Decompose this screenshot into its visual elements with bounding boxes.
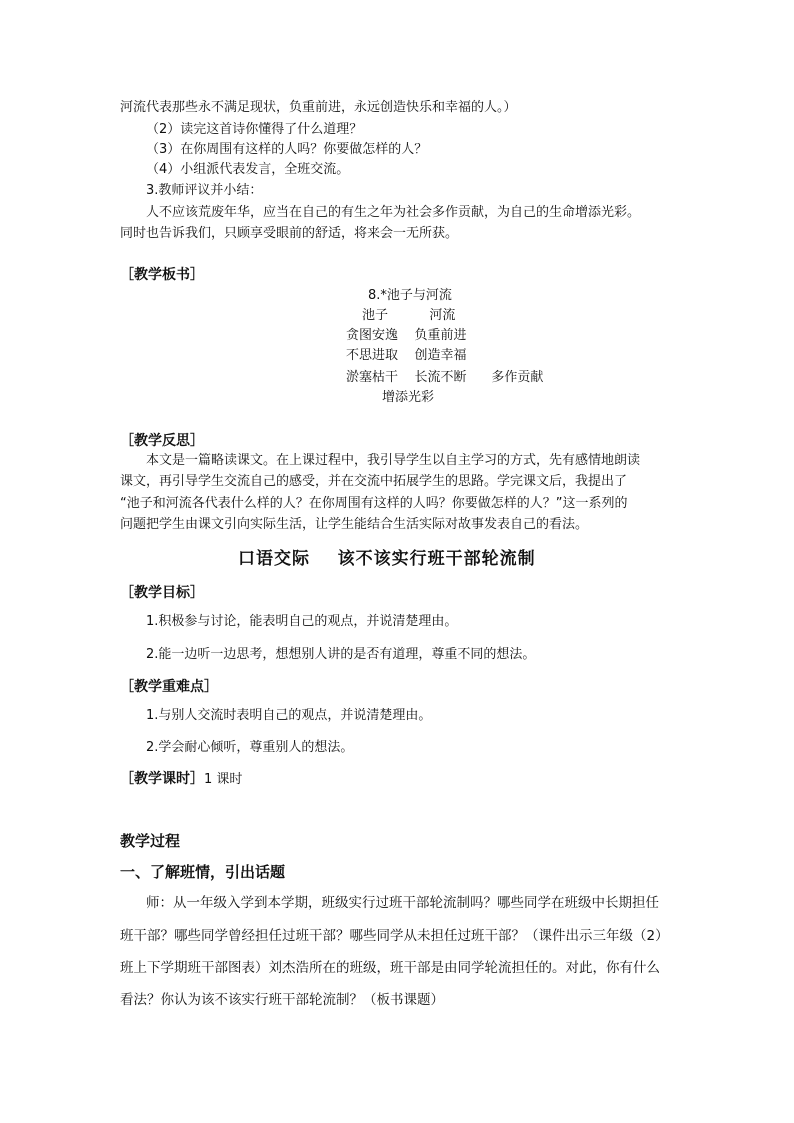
text-line: 师：从一年级入学到本学期，班级实行过班干部轮流制吗？哪些同学在班级中长期担任 bbox=[146, 895, 659, 911]
keypoint-item: 2.学会耐心倾听，尊重别人的想法。 bbox=[146, 740, 354, 755]
text-line: （2）读完这首诗你懂得了什么道理？ bbox=[146, 122, 363, 137]
text-line: （3）在你周围有这样的人吗？你要做怎样的人？ bbox=[146, 142, 428, 157]
goal-item: 2.能一边听一边思考，想想别人讲的是否有道理，尊重不同的想法。 bbox=[146, 647, 536, 662]
text-line: 班干部？哪些同学曾经担任过班干部？哪些同学从未担任过班干部？（课件出示三年级（2） bbox=[120, 928, 669, 944]
goal-item: 1.积极参与讨论，能表明自己的观点，并说清楚理由。 bbox=[146, 614, 458, 629]
text-line: 人不应该荒废年华，应当在自己的有生之年为社会多作贡献，为自己的生命增添光彩。 bbox=[146, 205, 641, 220]
text-line: 本文是一篇略读课文。在上课过程中，我引导学生以自主学习的方式，先有感情地朗读 bbox=[146, 453, 641, 468]
step1-heading: 一、了解班情，引出话题 bbox=[120, 863, 286, 881]
reflection-heading: ［教学反思］ bbox=[120, 433, 204, 449]
text-line: 同时也告诉我们，只顾享受眼前的舒适，将来会一无所获。 bbox=[120, 226, 459, 241]
text-line: 课文，再引导学生交流自己的感受，并在交流中拓展学生的思路。学完课文后，我提出了 bbox=[120, 474, 628, 489]
text-line: “池子和河流各代表什么样的人？在你周围有这样的人吗？你要做怎样的人？”这一系列的 bbox=[120, 496, 628, 511]
text-line: 问题把学生由课文引向实际生活，让学生能结合生活实际对故事发表自己的看法。 bbox=[120, 517, 589, 532]
board-line: 淤塞枯干 长流不断 多作贡献 bbox=[346, 370, 544, 385]
process-heading: 教学过程 bbox=[120, 832, 181, 850]
text-line: 看法？你认为该不该实行班干部轮流制？（板书课题） bbox=[120, 992, 444, 1008]
text-line: 河流代表那些永不满足现状，负重前进，永远创造快乐和幸福的人。） bbox=[120, 100, 517, 115]
board-line: 池子 河流 bbox=[362, 308, 456, 323]
hours-line bbox=[120, 768, 242, 788]
text-line: 班上下学期班干部图表）刘杰浩所在的班级，班干部是由同学轮流担任的。对此，你有什么 bbox=[120, 960, 660, 976]
hours-heading: ［教学课时］ bbox=[120, 771, 204, 787]
text-line: 3.教师评议并小结： bbox=[146, 183, 263, 198]
keypoints-heading: ［教学重难点］ bbox=[120, 679, 218, 695]
goals-heading: ［教学目标］ bbox=[120, 585, 204, 601]
lesson-title: 口语交际 该不该实行班干部轮流制 bbox=[238, 549, 536, 569]
keypoint-item: 1.与别人交流时表明自己的观点，并说清楚理由。 bbox=[146, 708, 432, 723]
hours-value: 1 课时 bbox=[204, 772, 243, 787]
board-line: 增添光彩 bbox=[382, 390, 435, 405]
board-line: 不思进取 创造幸福 bbox=[346, 348, 467, 363]
text-line: （4）小组派代表发言，全班交流。 bbox=[146, 162, 350, 177]
board-line: 贪图安逸 负重前进 bbox=[346, 328, 467, 343]
board-heading: ［教学板书］ bbox=[120, 267, 204, 283]
board-title: 8.*池子与河流 bbox=[368, 288, 452, 303]
